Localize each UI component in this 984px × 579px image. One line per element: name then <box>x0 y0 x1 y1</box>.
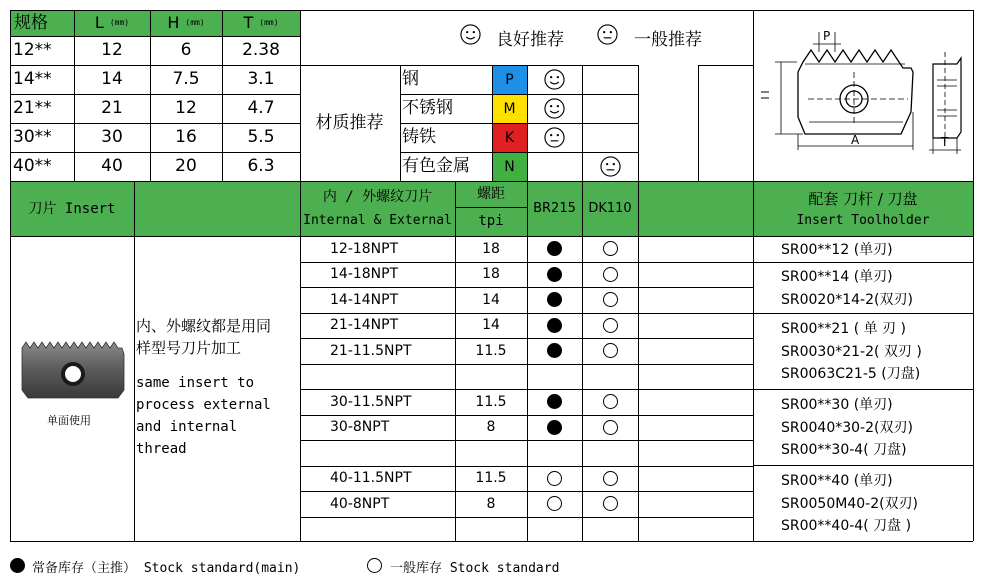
header-grade-dk110: DK110 <box>588 201 632 216</box>
stock-main-icon <box>547 241 562 256</box>
grid-hline <box>10 65 300 66</box>
holder-item: SR00**30 (单刃) <box>781 397 893 414</box>
material-code-badge: K <box>492 123 527 152</box>
thread-tpi: 8 <box>486 419 496 436</box>
general-face-icon <box>600 156 621 177</box>
header-thread <box>300 181 455 236</box>
grid-hline <box>753 313 973 314</box>
insert-desc-en-4: thread <box>136 441 187 457</box>
spec-cell-h: 16 <box>175 127 197 147</box>
thread-name: 40-8NPT <box>330 495 390 512</box>
thread-tpi: 18 <box>482 266 500 283</box>
stock-general-icon <box>367 558 382 573</box>
grid-hline <box>10 94 300 95</box>
grid-hline <box>400 152 638 153</box>
spec-cell-spec: 12** <box>13 40 52 60</box>
thread-name <box>300 364 455 390</box>
diagram-a-label: A <box>851 133 860 147</box>
spec-cell-t: 6.3 <box>247 156 275 176</box>
footer-legend <box>10 556 710 576</box>
spec-cell-spec: 21** <box>13 98 52 118</box>
grid-hline <box>753 262 973 263</box>
stock-general-icon <box>603 292 618 307</box>
grid-vline <box>300 10 301 541</box>
grid-hline <box>10 236 973 237</box>
spec-cell-h: 20 <box>175 156 197 176</box>
thread-name: 12-18NPT <box>330 240 399 257</box>
insert-desc-cn-1: 内、外螺纹都是用同 <box>136 317 272 335</box>
grid-vline <box>150 10 151 181</box>
stock-general-icon <box>603 471 618 486</box>
stock-general-icon <box>603 318 618 333</box>
insert-photo <box>18 340 128 400</box>
grid-vline <box>973 10 974 541</box>
grid-hline <box>300 415 753 416</box>
stock-main-label: 常备库存（主推） Stock standard(main) <box>32 561 301 576</box>
grid-hline <box>300 466 753 467</box>
thread-name: 14-14NPT <box>330 291 399 308</box>
insert-desc-en-3: and internal <box>136 419 238 435</box>
stock-general-icon <box>603 420 618 435</box>
spec-cell-spec: 40** <box>13 156 52 176</box>
general-face-icon <box>544 127 565 148</box>
thread-name: 14-18NPT <box>330 266 399 283</box>
holder-item: SR00**12 (单刃) <box>781 241 893 258</box>
header-L: L (mm) <box>94 13 130 32</box>
general-face-icon <box>597 24 618 45</box>
spec-cell-l: 30 <box>101 127 123 147</box>
legend-general-label: 一般推荐 <box>634 30 702 50</box>
grid-hline <box>10 36 300 37</box>
material-name: 铸铁 <box>402 127 436 147</box>
stock-general-icon <box>603 343 618 358</box>
holder-item: SR0050M40-2(双刃) <box>781 495 919 512</box>
diagram-p-label: P <box>823 29 831 43</box>
header-holder <box>753 181 973 236</box>
grid-hline <box>300 262 753 263</box>
spec-cell-h: 7.5 <box>172 69 200 89</box>
thread-name <box>300 517 455 543</box>
spec-header-label: 规格 <box>14 12 48 33</box>
grid-hline <box>300 389 753 390</box>
grid-hline <box>698 65 753 66</box>
grid-hline <box>400 94 638 95</box>
insert-desc-en-2: process external <box>136 397 271 413</box>
stock-main-icon <box>547 267 562 282</box>
thread-tpi: 11.5 <box>475 393 507 410</box>
header-holder-cn: 配套 刀杆 / 刀盘 <box>808 189 918 208</box>
holder-item: SR0030*21-2( 双刃 ) <box>781 343 922 360</box>
insert-desc-en-1: same insert to <box>136 375 255 391</box>
spec-cell-l: 14 <box>101 69 123 89</box>
insert-desc-cn-2: 样型号刀片加工 <box>136 339 242 357</box>
material-label: 材质推荐 <box>315 112 384 133</box>
thread-tpi: 14 <box>482 291 500 308</box>
stock-general-icon <box>547 471 562 486</box>
thread-name: 30-11.5NPT <box>330 393 412 410</box>
grid-vline <box>753 10 754 541</box>
material-name: 不锈钢 <box>402 98 453 118</box>
thread-tpi: 11.5 <box>475 470 507 487</box>
grid-vline <box>698 65 699 181</box>
material-code-badge: N <box>492 152 527 181</box>
thread-name: 21-14NPT <box>330 317 399 334</box>
grid-vline <box>400 65 401 181</box>
header-pitch <box>455 181 527 236</box>
stock-main-icon <box>547 292 562 307</box>
stock-general-icon <box>547 496 562 511</box>
grid-hline <box>300 65 638 66</box>
good-face-icon <box>544 69 565 90</box>
spec-cell-l: 40 <box>101 156 123 176</box>
grid-vline <box>638 65 639 541</box>
stock-main-icon <box>547 420 562 435</box>
holder-item: SR00**40-4( 刀盘 ) <box>781 518 912 535</box>
header-H: H (mm) <box>167 13 205 32</box>
holder-item: SR00**21 ( 单 刃 ) <box>781 321 906 338</box>
thread-name: 30-8NPT <box>330 419 390 436</box>
material-code-badge: M <box>492 94 527 123</box>
grid-hline <box>300 313 753 314</box>
header-thread-en: Internal & External <box>303 212 452 228</box>
holder-item: SR00**30-4( 刀盘) <box>781 442 907 459</box>
good-face-icon <box>544 98 565 119</box>
thread-tpi: 11.5 <box>475 342 507 359</box>
grid-hline <box>10 541 973 542</box>
header-pitch-cn: 螺距 <box>477 186 505 202</box>
stock-general-icon <box>603 267 618 282</box>
spec-cell-spec: 30** <box>13 127 52 147</box>
stock-main-icon <box>547 343 562 358</box>
grid-hline <box>10 10 973 11</box>
spec-cell-t: 4.7 <box>247 98 275 118</box>
thread-tpi: 18 <box>482 240 500 257</box>
spec-cell-spec: 14** <box>13 69 52 89</box>
header-insert: 刀片 Insert <box>28 200 116 217</box>
grid-hline <box>10 123 300 124</box>
thread-tpi <box>455 440 527 466</box>
stock-general-icon <box>603 241 618 256</box>
legend-good-label: 良好推荐 <box>496 30 564 50</box>
holder-item: SR0020*14-2(双刃) <box>781 291 913 308</box>
spec-cell-l: 12 <box>101 40 123 60</box>
thread-tpi <box>455 364 527 390</box>
holder-item: SR0040*30-2(双刃) <box>781 419 913 436</box>
grid-vline <box>527 65 528 541</box>
grid-hline <box>10 152 300 153</box>
insert-caption: 单面使用 <box>47 414 91 427</box>
grid-hline <box>753 465 973 466</box>
grid-vline <box>492 65 493 181</box>
header-T: T (mm) <box>243 13 279 32</box>
spec-cell-l: 21 <box>101 98 123 118</box>
grid-hline <box>300 440 753 441</box>
spec-cell-t: 2.38 <box>242 40 280 60</box>
grid-hline <box>400 123 638 124</box>
grid-vline <box>455 181 456 541</box>
thread-name: 21-11.5NPT <box>330 342 412 359</box>
grid-vline <box>74 10 75 181</box>
header-grade-br215: BR215 <box>533 201 576 216</box>
diagram-t-label: T <box>941 135 949 149</box>
thread-tpi: 8 <box>486 495 496 512</box>
grid-hline <box>300 517 753 518</box>
insert-dimension-diagram <box>753 22 973 177</box>
grid-vline <box>134 181 135 541</box>
grid-vline <box>222 10 223 181</box>
stock-main-icon <box>547 318 562 333</box>
grid-hline <box>300 338 753 339</box>
thread-name <box>300 440 455 466</box>
grid-hline <box>455 207 527 208</box>
stock-general-icon <box>603 394 618 409</box>
thread-tpi: 14 <box>482 317 500 334</box>
grid-hline <box>753 389 973 390</box>
grid-hline <box>10 181 973 182</box>
spec-cell-t: 5.5 <box>247 127 275 147</box>
legend-top <box>460 24 740 48</box>
holder-item: SR00**40 (单刃) <box>781 473 893 490</box>
material-code-badge: P <box>492 65 527 94</box>
spec-cell-h: 6 <box>180 40 192 60</box>
holder-item: SR00**14 (单刃) <box>781 269 893 285</box>
grid-vline <box>10 10 11 541</box>
spec-cell-h: 12 <box>175 98 197 118</box>
header-holder-en: Insert Toolholder <box>796 212 930 228</box>
stock-general-icon <box>603 496 618 511</box>
material-name: 有色金属 <box>402 156 470 176</box>
grid-hline <box>300 287 753 288</box>
grid-vline <box>582 65 583 541</box>
header-thread-cn: 内 / 外螺纹刀片 <box>322 189 433 205</box>
header-pitch-en: tpi <box>478 213 504 229</box>
grid-hline <box>300 364 753 365</box>
stock-main-icon <box>547 394 562 409</box>
holder-item: SR0063C21-5 (刀盘) <box>781 366 921 383</box>
good-face-icon <box>460 24 481 45</box>
stock-general-label: 一般库存 Stock standard <box>390 561 560 576</box>
stock-main-icon <box>10 558 25 573</box>
grid-hline <box>300 491 753 492</box>
insert-desc <box>136 315 300 463</box>
thread-tpi <box>455 517 527 543</box>
spec-cell-t: 3.1 <box>247 69 275 89</box>
material-name: 钢 <box>402 69 419 89</box>
thread-name: 40-11.5NPT <box>330 470 412 487</box>
